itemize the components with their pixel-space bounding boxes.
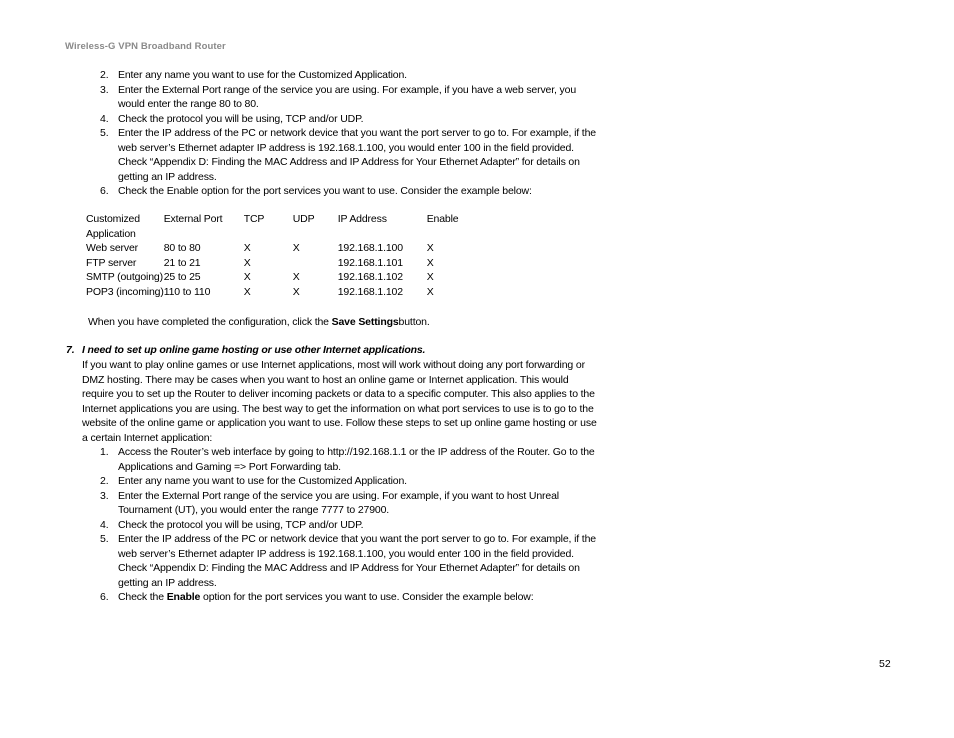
list-item <box>100 590 600 605</box>
item-text: option for the port services you want to use. Consider the example below: <box>200 591 534 603</box>
item-text: Check the Enable option for the port services you want to use. Consider the example below: <box>118 185 532 197</box>
list-item <box>100 68 600 83</box>
table-cell: 25 to 25 <box>163 271 201 283</box>
table-cell: X <box>243 256 251 269</box>
list-item <box>100 445 600 474</box>
table-cell: 192.168.1.102 <box>337 285 403 298</box>
note-text: button. <box>398 316 430 328</box>
item-text: Enter any name you want to use for the Customized Application. <box>118 69 407 81</box>
table-cell <box>293 256 338 271</box>
item-number: 2. <box>100 475 109 487</box>
table-cell: X <box>292 285 300 298</box>
item-number: 1. <box>100 446 109 458</box>
list-item <box>100 532 600 590</box>
faq-answer-paragraph: If you want to play online games or use Internet applications, most will work without doing any port forwarding or DMZ hosting. There may be cases when you want to host an online game or Internet application. This would require you to set up the Router to deliver incoming packets or data to a specific computer. This also applies to the Internet applications you are using. The best way to get the information on what port services to use is to go to the website of the online game or application you want to use. Follow these steps to set up online game hosting or use a certain Internet application: <box>82 359 597 444</box>
table-cell: X <box>243 285 251 298</box>
item-number: 5. <box>100 127 109 139</box>
question-number: 7. <box>66 344 75 356</box>
page-number: 52 <box>879 658 891 670</box>
table-cell: X <box>243 242 251 254</box>
list-item <box>100 112 600 127</box>
running-header: Wireless-G VPN Broadband Router <box>65 41 226 52</box>
column-header: Customized Application <box>86 213 140 240</box>
column-header: Enable <box>426 213 459 225</box>
save-settings-note <box>88 315 430 330</box>
note-text: When you have completed the configuration, click the <box>88 316 332 328</box>
table-cell: 192.168.1.100 <box>337 242 403 254</box>
table-cell: X <box>426 256 434 269</box>
item-text: Enter any name you want to use for the Customized Application. <box>118 475 407 487</box>
table-cell: FTP server <box>86 256 137 269</box>
item-text: Check the protocol you will be using, TCP and/or UDP. <box>118 112 364 125</box>
enable-label: Enable <box>166 591 201 603</box>
item-text: Enter the IP address of the PC or network device that you want the port server to go to. For example, if the web server’s Ethernet adapter IP address is 192.168.1.100, you would enter 100 in the field provided. Check “Appendix D: Finding the MAC Address and IP Address for Your Ethernet Adapter” for details on getting an IP address. <box>118 127 596 183</box>
table-cell: 80 to 80 <box>163 242 201 254</box>
item-number: 5. <box>100 533 109 545</box>
table-cell: X <box>426 285 434 298</box>
list-item <box>100 474 600 489</box>
table-cell: 110 to 110 <box>163 285 211 298</box>
item-text: Enter the External Port range of the service you are using. For example, if you want to host Unreal Tournament (UT), you would enter the range 7777 to 27900. <box>118 489 559 516</box>
table-row <box>86 285 459 300</box>
item-text: Enter the External Port range of the service you are using. For example, if you have a web server, you would enter the range 80 to 80. <box>118 83 577 110</box>
steps-list-2 <box>100 445 600 605</box>
table-header-row <box>86 212 459 241</box>
table-cell: 192.168.1.101 <box>337 256 403 269</box>
table-row <box>86 256 459 271</box>
table-cell: SMTP (outgoing) <box>86 271 163 283</box>
table-cell: X <box>426 242 434 254</box>
table-row <box>86 270 459 285</box>
column-header: External Port <box>163 213 223 225</box>
faq-question-heading <box>66 343 425 358</box>
table-cell: X <box>243 271 251 283</box>
port-forwarding-example-table <box>86 212 459 299</box>
steps-list-1 <box>100 68 600 199</box>
table-cell: X <box>292 242 300 254</box>
item-text: Enter the IP address of the PC or network device that you want the port server to go to. For example, if the web server’s Ethernet adapter IP address is 192.168.1.100, you would enter 100 in the field provided. Check “Appendix D: Finding the MAC Address and IP Address for Your Ethernet Adapter” for details on getting an IP address. <box>118 533 596 589</box>
item-text: Check the protocol you will be using, TCP and/or UDP. <box>118 518 364 531</box>
column-header: IP Address <box>337 213 387 225</box>
table-row <box>86 241 459 256</box>
table-cell: X <box>292 271 300 283</box>
list-item <box>100 126 600 184</box>
item-number: 6. <box>100 591 109 603</box>
column-header: TCP <box>243 213 265 225</box>
item-text: Check the <box>118 591 167 603</box>
table-cell: 21 to 21 <box>163 256 201 269</box>
list-item <box>100 518 600 533</box>
column-header: UDP <box>292 213 315 225</box>
list-item <box>100 83 600 112</box>
question-title: I need to set up online game hosting or use other Internet applications. <box>82 344 426 356</box>
list-item <box>100 489 600 518</box>
list-item <box>100 184 600 199</box>
save-settings-label: Save Settings <box>331 316 399 328</box>
item-number: 2. <box>100 69 109 81</box>
table-cell: X <box>426 271 434 283</box>
table-cell: Web server <box>86 242 138 254</box>
item-text: Access the Router’s web interface by going to http://192.168.1.1 or the IP address of the Router. Go to the Applications and Gaming => Port Forwarding tab. <box>118 446 595 473</box>
table-cell: POP3 (incoming) <box>86 285 164 298</box>
item-number: 4. <box>100 518 109 531</box>
item-number: 3. <box>100 489 109 502</box>
table-cell: 192.168.1.102 <box>337 271 403 283</box>
item-number: 4. <box>100 112 109 125</box>
item-number: 6. <box>100 185 109 197</box>
item-number: 3. <box>100 83 109 96</box>
